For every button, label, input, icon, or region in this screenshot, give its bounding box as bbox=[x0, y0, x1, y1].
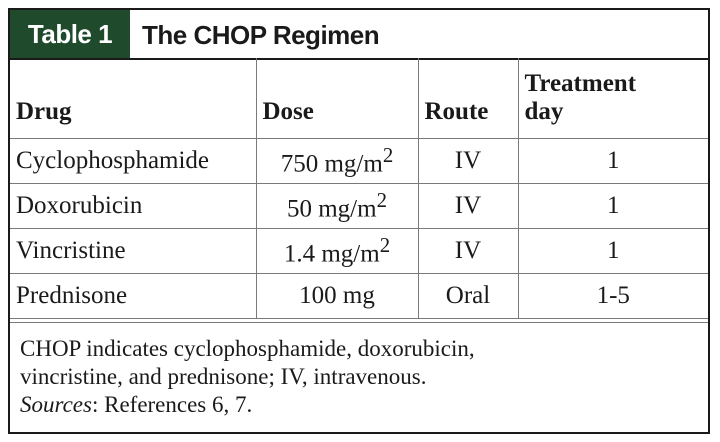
header-route: Route bbox=[418, 58, 518, 138]
header-treatment-day-line1: Treatment bbox=[524, 69, 637, 97]
sources-text: : References 6, 7. bbox=[91, 392, 253, 417]
dose-value: 100 mg bbox=[299, 281, 375, 309]
cell-drug: Prednisone bbox=[10, 273, 256, 318]
footnote-sources bbox=[20, 391, 698, 419]
header-dose: Dose bbox=[256, 58, 418, 138]
cell-day: 1 bbox=[518, 183, 708, 228]
cell-drug: Vincristine bbox=[10, 228, 256, 273]
table-footnote bbox=[10, 322, 708, 432]
header-drug: Drug bbox=[10, 58, 256, 138]
cell-drug: Doxorubicin bbox=[10, 183, 256, 228]
header-treatment-day bbox=[518, 58, 708, 138]
cell-day: 1 bbox=[518, 138, 708, 183]
dose-exponent: 2 bbox=[382, 142, 394, 167]
cell-day: 1 bbox=[518, 228, 708, 273]
footnote-line-2: vincristine, and prednisone; IV, intravenous. bbox=[20, 364, 427, 389]
table-title: The CHOP Regimen bbox=[142, 20, 380, 50]
sources-label: Sources bbox=[20, 392, 92, 417]
regimen-table bbox=[10, 58, 708, 319]
table-row bbox=[10, 228, 708, 273]
dose-value: 1.4 mg/m bbox=[283, 240, 380, 268]
header-treatment-day-line2: day bbox=[524, 97, 564, 125]
dose-exponent: 2 bbox=[379, 232, 391, 257]
table-row bbox=[10, 273, 708, 318]
table-row bbox=[10, 183, 708, 228]
table-number-label: Table 1 bbox=[10, 10, 130, 58]
cell-route: IV bbox=[418, 138, 518, 183]
table-title-bar bbox=[10, 10, 708, 60]
cell-route: IV bbox=[418, 183, 518, 228]
cell-dose bbox=[256, 273, 418, 318]
cell-route: Oral bbox=[418, 273, 518, 318]
table-header-row bbox=[10, 58, 708, 138]
cell-dose bbox=[256, 228, 418, 273]
cell-dose bbox=[256, 138, 418, 183]
table-frame bbox=[8, 8, 710, 434]
footnote-line-1: CHOP indicates cyclophosphamide, doxorubicin, bbox=[20, 336, 475, 361]
table-row bbox=[10, 138, 708, 183]
cell-route: IV bbox=[418, 228, 518, 273]
cell-day: 1-5 bbox=[518, 273, 708, 318]
cell-dose bbox=[256, 183, 418, 228]
dose-value: 50 mg/m bbox=[286, 195, 377, 223]
cell-drug: Cyclophosphamide bbox=[10, 138, 256, 183]
dose-exponent: 2 bbox=[376, 187, 387, 212]
dose-value: 750 mg/m bbox=[280, 150, 383, 178]
